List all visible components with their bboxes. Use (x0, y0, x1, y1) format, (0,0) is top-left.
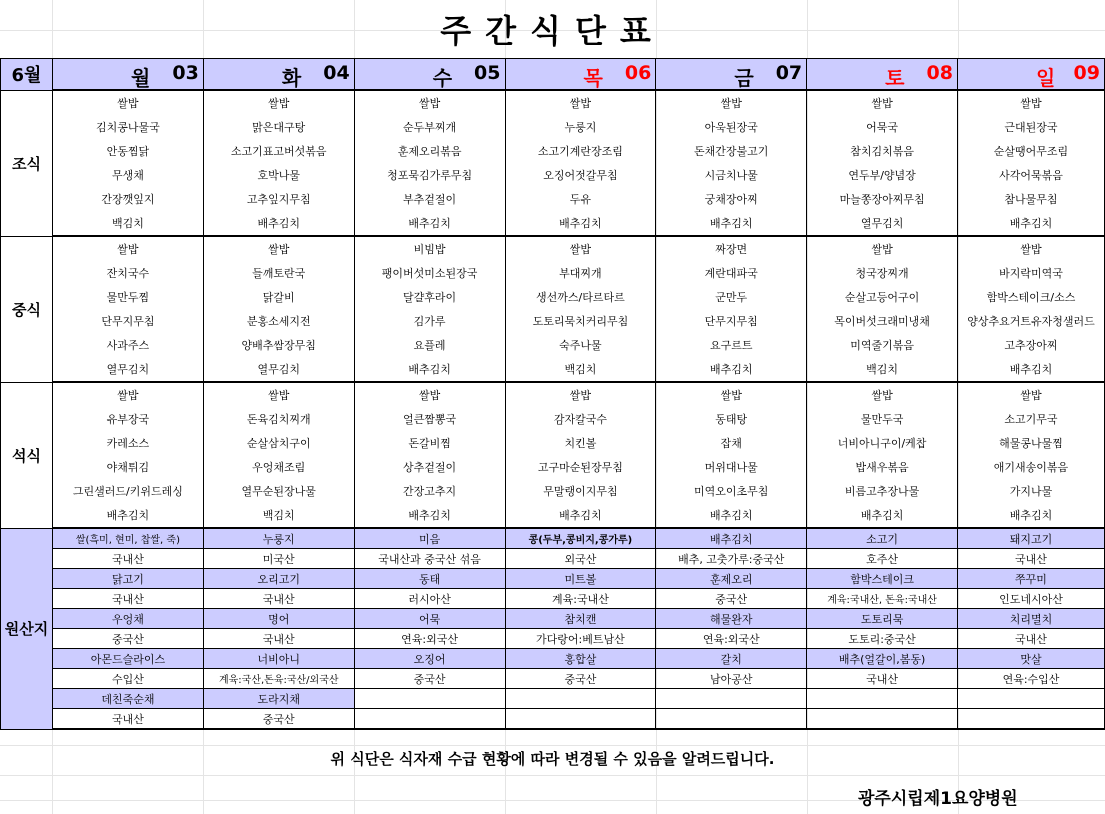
menu-item: 열무김치 (807, 211, 958, 236)
origin-item: 배추김치 (656, 528, 807, 549)
meal-row (1, 431, 1105, 455)
menu-item: 상추겉절이 (354, 455, 505, 479)
menu-item: 양배추쌈장무침 (203, 333, 354, 357)
day-name: 월 (130, 66, 151, 90)
origin-item: 누룽지 (203, 528, 354, 549)
menu-item: 쌀밥 (203, 236, 354, 261)
origin-item: 중국산 (656, 589, 807, 609)
menu-item: 가지나물 (958, 479, 1105, 503)
meal-row (1, 236, 1105, 261)
origin-item: 닭고기 (52, 569, 203, 589)
menu-item: 카레소스 (52, 431, 203, 455)
day-name: 화 (281, 66, 302, 90)
menu-item: 안동찜닭 (52, 139, 203, 163)
day-header-4 (656, 59, 807, 91)
menu-item: 사과주스 (52, 333, 203, 357)
menu-item: 맑은대구탕 (203, 115, 354, 139)
menu-item: 배추김치 (656, 503, 807, 528)
menu-item: 김가루 (354, 309, 505, 333)
menu-item: 연두부/양념장 (807, 163, 958, 187)
origin-label: 원산지 (1, 528, 53, 729)
menu-item: 누룽지 (505, 115, 656, 139)
menu-item: 부추겉절이 (354, 187, 505, 211)
origin-item: 국내산 (52, 549, 203, 569)
day-header-row (1, 59, 1105, 91)
origin-item: 중국산 (52, 629, 203, 649)
menu-item: 우엉채조림 (203, 455, 354, 479)
menu-item: 미역오이초무침 (656, 479, 807, 503)
meal-row (1, 115, 1105, 139)
meal-row (1, 357, 1105, 382)
menu-item: 치킨볼 (505, 431, 656, 455)
meal-row (1, 479, 1105, 503)
menu-item: 시금치나물 (656, 163, 807, 187)
day-date: 05 (474, 62, 501, 84)
menu-item: 요플레 (354, 333, 505, 357)
menu-item: 목이버섯크래미냉채 (807, 309, 958, 333)
origin-item: 가다랑어:베트남산 (505, 629, 656, 649)
origin-item: 오리고기 (203, 569, 354, 589)
origin-row (1, 649, 1105, 669)
menu-item: 동태탕 (656, 407, 807, 431)
origin-item: 연육:외국산 (354, 629, 505, 649)
origin-row (1, 528, 1105, 549)
gridline-horizontal (0, 745, 1105, 746)
menu-item: 훈제오리볶음 (354, 139, 505, 163)
menu-item: 배추김치 (958, 357, 1105, 382)
origin-item: 동태 (354, 569, 505, 589)
menu-item: 분홍소세지전 (203, 309, 354, 333)
menu-item: 순살삼치구이 (203, 431, 354, 455)
origin-item: 치리멸치 (958, 609, 1105, 629)
menu-item: 부대찌개 (505, 261, 656, 285)
origin-item: 쌀(흑미, 현미, 찹쌀, 죽) (52, 528, 203, 549)
meal-row (1, 309, 1105, 333)
menu-item: 도토리묵치커리무침 (505, 309, 656, 333)
origin-item: 소고기 (807, 528, 958, 549)
menu-item: 두유 (505, 187, 656, 211)
menu-item: 쌀밥 (958, 236, 1105, 261)
menu-item: 무생채 (52, 163, 203, 187)
menu-item: 어묵국 (807, 115, 958, 139)
menu-item: 얼큰짬뽕국 (354, 407, 505, 431)
origin-item: 맛살 (958, 649, 1105, 669)
origin-item: 함박스테이크 (807, 569, 958, 589)
origin-item (354, 689, 505, 709)
menu-item: 해물콩나물찜 (958, 431, 1105, 455)
menu-item: 잡채 (656, 431, 807, 455)
menu-item: 백김치 (203, 503, 354, 528)
menu-item: 비빔밥 (354, 236, 505, 261)
menu-item: 쌀밥 (505, 382, 656, 407)
origin-item (505, 689, 656, 709)
meal-row (1, 139, 1105, 163)
menu-item: 쌀밥 (52, 90, 203, 115)
menu-item: 쌀밥 (505, 90, 656, 115)
menu-item: 쌀밥 (354, 382, 505, 407)
menu-item: 비름고추장나물 (807, 479, 958, 503)
day-name: 일 (1036, 66, 1056, 90)
origin-item: 남아공산 (656, 669, 807, 689)
menu-item: 쌀밥 (807, 90, 958, 115)
origin-row (1, 569, 1105, 589)
menu-item: 소고기표고버섯볶음 (203, 139, 354, 163)
menu-item: 물만두국 (807, 407, 958, 431)
origin-item: 도토리묵 (807, 609, 958, 629)
menu-item: 백김치 (52, 211, 203, 236)
meal-row (1, 261, 1105, 285)
origin-item: 참치캔 (505, 609, 656, 629)
menu-item: 사각어묵볶음 (958, 163, 1105, 187)
page-title: 주간식단표 (440, 12, 665, 50)
menu-item: 숙주나물 (505, 333, 656, 357)
origin-item: 계육:국내산 (505, 589, 656, 609)
menu-item: 쌀밥 (807, 382, 958, 407)
meal-row (1, 90, 1105, 115)
menu-item: 쌀밥 (958, 90, 1105, 115)
menu-item: 생선까스/타르타르 (505, 285, 656, 309)
menu-item: 함박스테이크/소스 (958, 285, 1105, 309)
origin-item: 계육:국산,돈육:국산/외국산 (203, 669, 354, 689)
menu-item: 마늘쫑장아찌무침 (807, 187, 958, 211)
menu-item: 참치김치볶음 (807, 139, 958, 163)
menu-item: 배추김치 (354, 503, 505, 528)
menu-item: 쌀밥 (958, 382, 1105, 407)
meal-row (1, 382, 1105, 407)
menu-item: 유부장국 (52, 407, 203, 431)
menu-item: 궁채장아찌 (656, 187, 807, 211)
menu-item: 배추김치 (807, 503, 958, 528)
day-name: 토 (885, 66, 905, 90)
menu-item: 청포묵김가루무침 (354, 163, 505, 187)
menu-item: 열무순된장나물 (203, 479, 354, 503)
origin-row (1, 629, 1105, 649)
day-name: 수 (432, 66, 453, 90)
origin-item: 오징어 (354, 649, 505, 669)
origin-item: 러시아산 (354, 589, 505, 609)
meal-row (1, 455, 1105, 479)
menu-item: 배추김치 (958, 211, 1105, 236)
day-header-0 (52, 59, 203, 91)
origin-row (1, 709, 1105, 730)
notice-text: 위 식단은 식자재 수급 현황에 따라 변경될 수 있음을 알려드립니다. (330, 750, 775, 768)
origin-item: 도라지채 (203, 689, 354, 709)
menu-item: 배추김치 (354, 357, 505, 382)
menu-item: 단무지무침 (656, 309, 807, 333)
day-date: 04 (323, 62, 350, 84)
menu-item: 쌀밥 (203, 90, 354, 115)
menu-item: 아욱된장국 (656, 115, 807, 139)
menu-item: 배추김치 (505, 503, 656, 528)
origin-item (656, 709, 807, 730)
origin-item: 미음 (354, 528, 505, 549)
day-header-5 (807, 59, 958, 91)
origin-item: 호주산 (807, 549, 958, 569)
menu-item: 근대된장국 (958, 115, 1105, 139)
menu-item: 청국장찌개 (807, 261, 958, 285)
menu-item: 돈갈비찜 (354, 431, 505, 455)
origin-item: 국내산 (203, 629, 354, 649)
menu-item: 순살고등어구이 (807, 285, 958, 309)
menu-item: 백김치 (807, 357, 958, 382)
day-date: 07 (775, 62, 803, 84)
origin-row (1, 689, 1105, 709)
menu-item: 닭갈비 (203, 285, 354, 309)
day-date: 09 (1073, 62, 1100, 84)
origin-row (1, 669, 1105, 689)
origin-item: 국내산 (203, 589, 354, 609)
meal-label: 중식 (1, 236, 53, 382)
menu-item: 감자칼국수 (505, 407, 656, 431)
menu-item: 참나물무침 (958, 187, 1105, 211)
menu-item: 간장깻잎지 (52, 187, 203, 211)
origin-item: 국내산 (958, 549, 1105, 569)
menu-item: 야채튀김 (52, 455, 203, 479)
menu-item: 팽이버섯미소된장국 (354, 261, 505, 285)
menu-item: 쌀밥 (52, 236, 203, 261)
origin-item: 미국산 (203, 549, 354, 569)
origin-item (958, 689, 1105, 709)
origin-item: 콩(두부,콩비지,콩가루) (505, 528, 656, 549)
meal-label: 석식 (1, 382, 53, 528)
origin-row (1, 549, 1105, 569)
menu-item: 고추잎지무침 (203, 187, 354, 211)
origin-item: 훈제오리 (656, 569, 807, 589)
menu-item: 단무지무침 (52, 309, 203, 333)
hospital-name: 광주시립제1요양병원 (858, 789, 1018, 809)
origin-item (656, 689, 807, 709)
day-header-6 (958, 59, 1105, 91)
menu-item: 고추장아찌 (958, 333, 1105, 357)
menu-item: 배추김치 (656, 211, 807, 236)
origin-item: 중국산 (505, 669, 656, 689)
origin-item: 너비아니 (203, 649, 354, 669)
day-header-1 (203, 59, 354, 91)
menu-item: 쌀밥 (656, 382, 807, 407)
origin-item (354, 709, 505, 730)
menu-item: 머위대나물 (656, 455, 807, 479)
origin-row (1, 609, 1105, 629)
meal-row (1, 163, 1105, 187)
menu-item: 미역줄기볶음 (807, 333, 958, 357)
menu-item: 오징어젓갈무침 (505, 163, 656, 187)
menu-item: 쌀밥 (505, 236, 656, 261)
origin-item (505, 709, 656, 730)
menu-item: 무말랭이지무침 (505, 479, 656, 503)
menu-item: 물만두찜 (52, 285, 203, 309)
origin-item: 국내산 (52, 589, 203, 609)
origin-item: 국내산과 중국산 섞음 (354, 549, 505, 569)
day-date: 03 (172, 62, 199, 84)
menu-item: 요구르트 (656, 333, 807, 357)
origin-item: 도토리:중국산 (807, 629, 958, 649)
meal-row (1, 187, 1105, 211)
menu-item: 호박나물 (203, 163, 354, 187)
menu-item: 간장고추지 (354, 479, 505, 503)
menu-item: 그린샐러드/키위드레싱 (52, 479, 203, 503)
menu-item: 돈육김치찌개 (203, 407, 354, 431)
menu-item: 너비아니구이/케찹 (807, 431, 958, 455)
origin-item (807, 709, 958, 730)
meal-row (1, 211, 1105, 236)
origin-item: 데친죽순채 (52, 689, 203, 709)
meal-row (1, 503, 1105, 528)
origin-item: 배추, 고춧가루:중국산 (656, 549, 807, 569)
origin-item: 명어 (203, 609, 354, 629)
menu-item: 배추김치 (203, 211, 354, 236)
origin-item: 계육:국내산, 돈육:국내산 (807, 589, 958, 609)
menu-item: 열무김치 (203, 357, 354, 382)
menu-item: 쌀밥 (52, 382, 203, 407)
menu-item: 김치콩나물국 (52, 115, 203, 139)
menu-item: 배추김치 (354, 211, 505, 236)
origin-item: 우엉채 (52, 609, 203, 629)
menu-item: 쌀밥 (354, 90, 505, 115)
month-label: 6월 (1, 59, 53, 91)
origin-item: 외국산 (505, 549, 656, 569)
menu-item: 들깨토란국 (203, 261, 354, 285)
menu-item: 쌀밥 (656, 90, 807, 115)
origin-row (1, 589, 1105, 609)
menu-item: 쌀밥 (203, 382, 354, 407)
origin-item (807, 689, 958, 709)
origin-item: 쭈꾸미 (958, 569, 1105, 589)
origin-item: 국내산 (807, 669, 958, 689)
origin-item: 어묵 (354, 609, 505, 629)
menu-item: 배추김치 (52, 503, 203, 528)
origin-item: 배추(얼갈이,봄동) (807, 649, 958, 669)
menu-table (0, 58, 1105, 730)
origin-item: 홍합살 (505, 649, 656, 669)
origin-item: 국내산 (52, 709, 203, 730)
origin-item: 돼지고기 (958, 528, 1105, 549)
menu-item: 배추김치 (958, 503, 1105, 528)
menu-item: 소고기무국 (958, 407, 1105, 431)
menu-item: 잔치국수 (52, 261, 203, 285)
day-date: 06 (624, 62, 652, 84)
menu-item: 돈채간장불고기 (656, 139, 807, 163)
origin-item: 연육:외국산 (656, 629, 807, 649)
origin-item: 연육:수입산 (958, 669, 1105, 689)
origin-item: 갈치 (656, 649, 807, 669)
origin-item: 수입산 (52, 669, 203, 689)
menu-item: 양상추요거트유자청샐러드 (958, 309, 1105, 333)
menu-item: 쌀밥 (807, 236, 958, 261)
menu-item: 순두부찌개 (354, 115, 505, 139)
menu-item: 짜장면 (656, 236, 807, 261)
origin-item (958, 709, 1105, 730)
origin-item: 중국산 (354, 669, 505, 689)
origin-item: 해물완자 (656, 609, 807, 629)
gridline-horizontal (0, 775, 1105, 776)
menu-item: 애기새송이볶음 (958, 455, 1105, 479)
menu-item: 밥새우볶음 (807, 455, 958, 479)
menu-item: 군만두 (656, 285, 807, 309)
day-header-2 (354, 59, 505, 91)
meal-row (1, 333, 1105, 357)
meal-row (1, 407, 1105, 431)
origin-item: 국내산 (958, 629, 1105, 649)
origin-item: 인도네시아산 (958, 589, 1105, 609)
day-name: 금 (734, 66, 754, 90)
menu-item: 백김치 (505, 357, 656, 382)
day-name: 목 (583, 66, 603, 90)
menu-item: 순살땡어무조림 (958, 139, 1105, 163)
origin-item: 미트볼 (505, 569, 656, 589)
menu-item: 계란대파국 (656, 261, 807, 285)
origin-item: 중국산 (203, 709, 354, 730)
menu-item: 고구마순된장무침 (505, 455, 656, 479)
day-date: 08 (926, 62, 953, 84)
menu-item: 열무김치 (52, 357, 203, 382)
menu-item: 배추김치 (505, 211, 656, 236)
origin-item: 아몬드슬라이스 (52, 649, 203, 669)
menu-item: 달걀후라이 (354, 285, 505, 309)
menu-item: 배추김치 (656, 357, 807, 382)
meal-row (1, 285, 1105, 309)
meal-label: 조식 (1, 90, 53, 236)
menu-item: 바지락미역국 (958, 261, 1105, 285)
day-header-3 (505, 59, 656, 91)
menu-item: 소고기계란장조림 (505, 139, 656, 163)
